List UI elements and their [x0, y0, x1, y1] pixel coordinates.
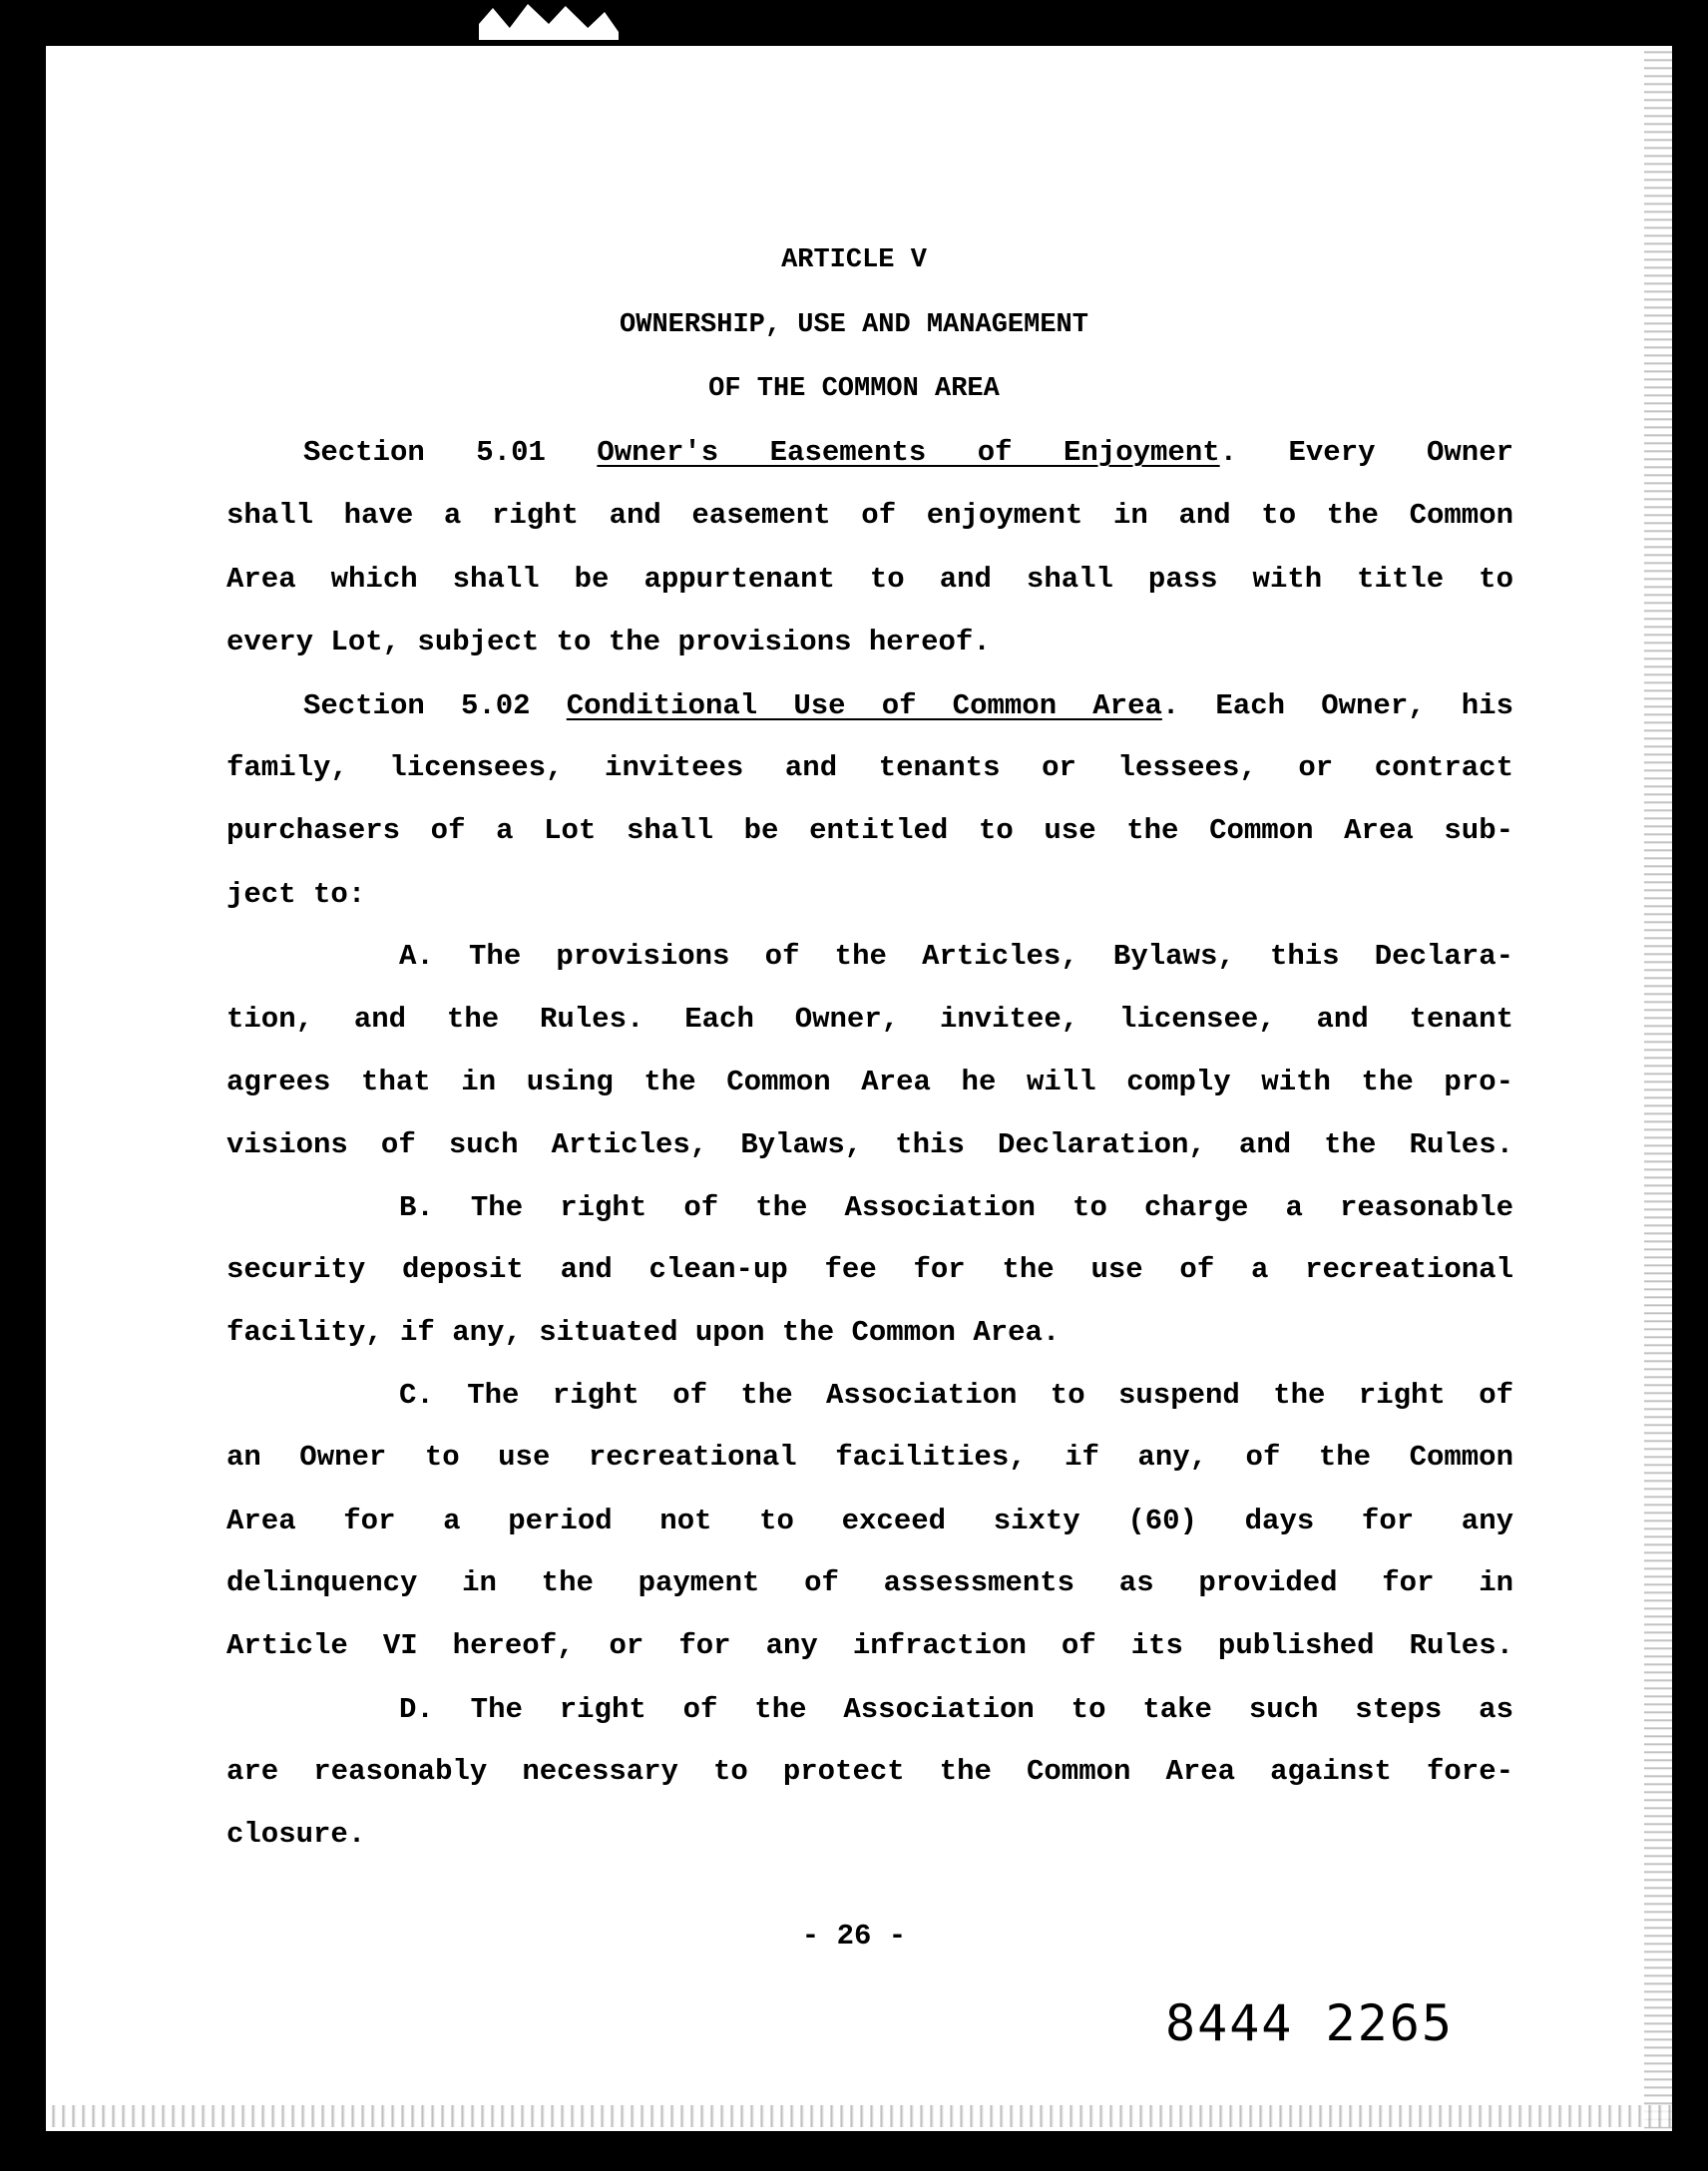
- item-b-line3: facility, if any, situated upon the Common Area.: [226, 1316, 1061, 1349]
- section-501-line2: shall have a right and easement of enjoyment in and to the Common: [226, 499, 1513, 532]
- section-502-title: Conditional Use of Common Area: [566, 689, 1162, 722]
- item-b-line1: B. The right of the Association to charge a reasonable: [399, 1191, 1513, 1224]
- item-d-line2: are reasonably necessary to protect the Common Area against fore-: [226, 1755, 1513, 1788]
- section-501-title: Owner's Easements of Enjoyment: [597, 436, 1220, 469]
- section-501-line4: every Lot, subject to the provisions hereof.: [226, 626, 991, 658]
- section-502-line1: [226, 688, 1513, 724]
- article-title-line2: OF THE COMMON AREA: [708, 374, 1000, 404]
- section-502-label: Section 5.02: [303, 689, 531, 722]
- section-501-label: Section 5.01: [303, 436, 546, 469]
- section-502-line2: family, licensees, invitees and tenants or lessees, or contract: [226, 751, 1513, 784]
- item-c-line2: an Owner to use recreational facilities, if any, of the Common: [226, 1441, 1513, 1474]
- scan-edge-bottom: [46, 2105, 1672, 2127]
- recording-stamp: 8444 2265: [1165, 1994, 1454, 2052]
- section-502-line4: ject to:: [226, 878, 366, 911]
- item-a-line3: agrees that in using the Common Area he will comply with the pro-: [226, 1066, 1513, 1098]
- section-501-line3: Area which shall be appurtenant to and shall pass with title to: [226, 563, 1513, 596]
- item-a-line4: visions of such Articles, Bylaws, this Declaration, and the Rules.: [226, 1128, 1513, 1161]
- scan-noise: [479, 0, 619, 40]
- item-c-line3: Area for a period not to exceed sixty (60) days for any: [226, 1505, 1513, 1537]
- section-501-line1-rest: . Every Owner: [1219, 436, 1513, 469]
- item-b-line2: security deposit and clean-up fee for the use of a recreational: [226, 1253, 1513, 1286]
- section-502-line3: purchasers of a Lot shall be entitled to use the Common Area sub-: [226, 814, 1513, 847]
- article-title-line1: OWNERSHIP, USE AND MANAGEMENT: [620, 310, 1088, 340]
- item-a-line2: tion, and the Rules. Each Owner, invitee, licensee, and tenant: [226, 1003, 1513, 1036]
- item-a-line1: A. The provisions of the Articles, Bylaws, this Declara-: [399, 940, 1513, 973]
- article-heading: ARTICLE V: [781, 245, 927, 275]
- section-502-line1-rest: . Each Owner, his: [1161, 689, 1513, 722]
- page-number: - 26 -: [801, 1920, 907, 1953]
- item-c-line1: C. The right of the Association to suspend the right of: [399, 1379, 1513, 1412]
- scan-edge-right: [1644, 46, 1672, 2131]
- section-501-line1: [226, 435, 1513, 471]
- item-d-line1: D. The right of the Association to take such steps as: [399, 1693, 1513, 1726]
- item-d-line3: closure.: [226, 1818, 366, 1851]
- item-c-line5: Article VI hereof, or for any infraction of its published Rules.: [226, 1629, 1513, 1662]
- item-c-line4: delinquency in the payment of assessments as provided for in: [226, 1566, 1513, 1599]
